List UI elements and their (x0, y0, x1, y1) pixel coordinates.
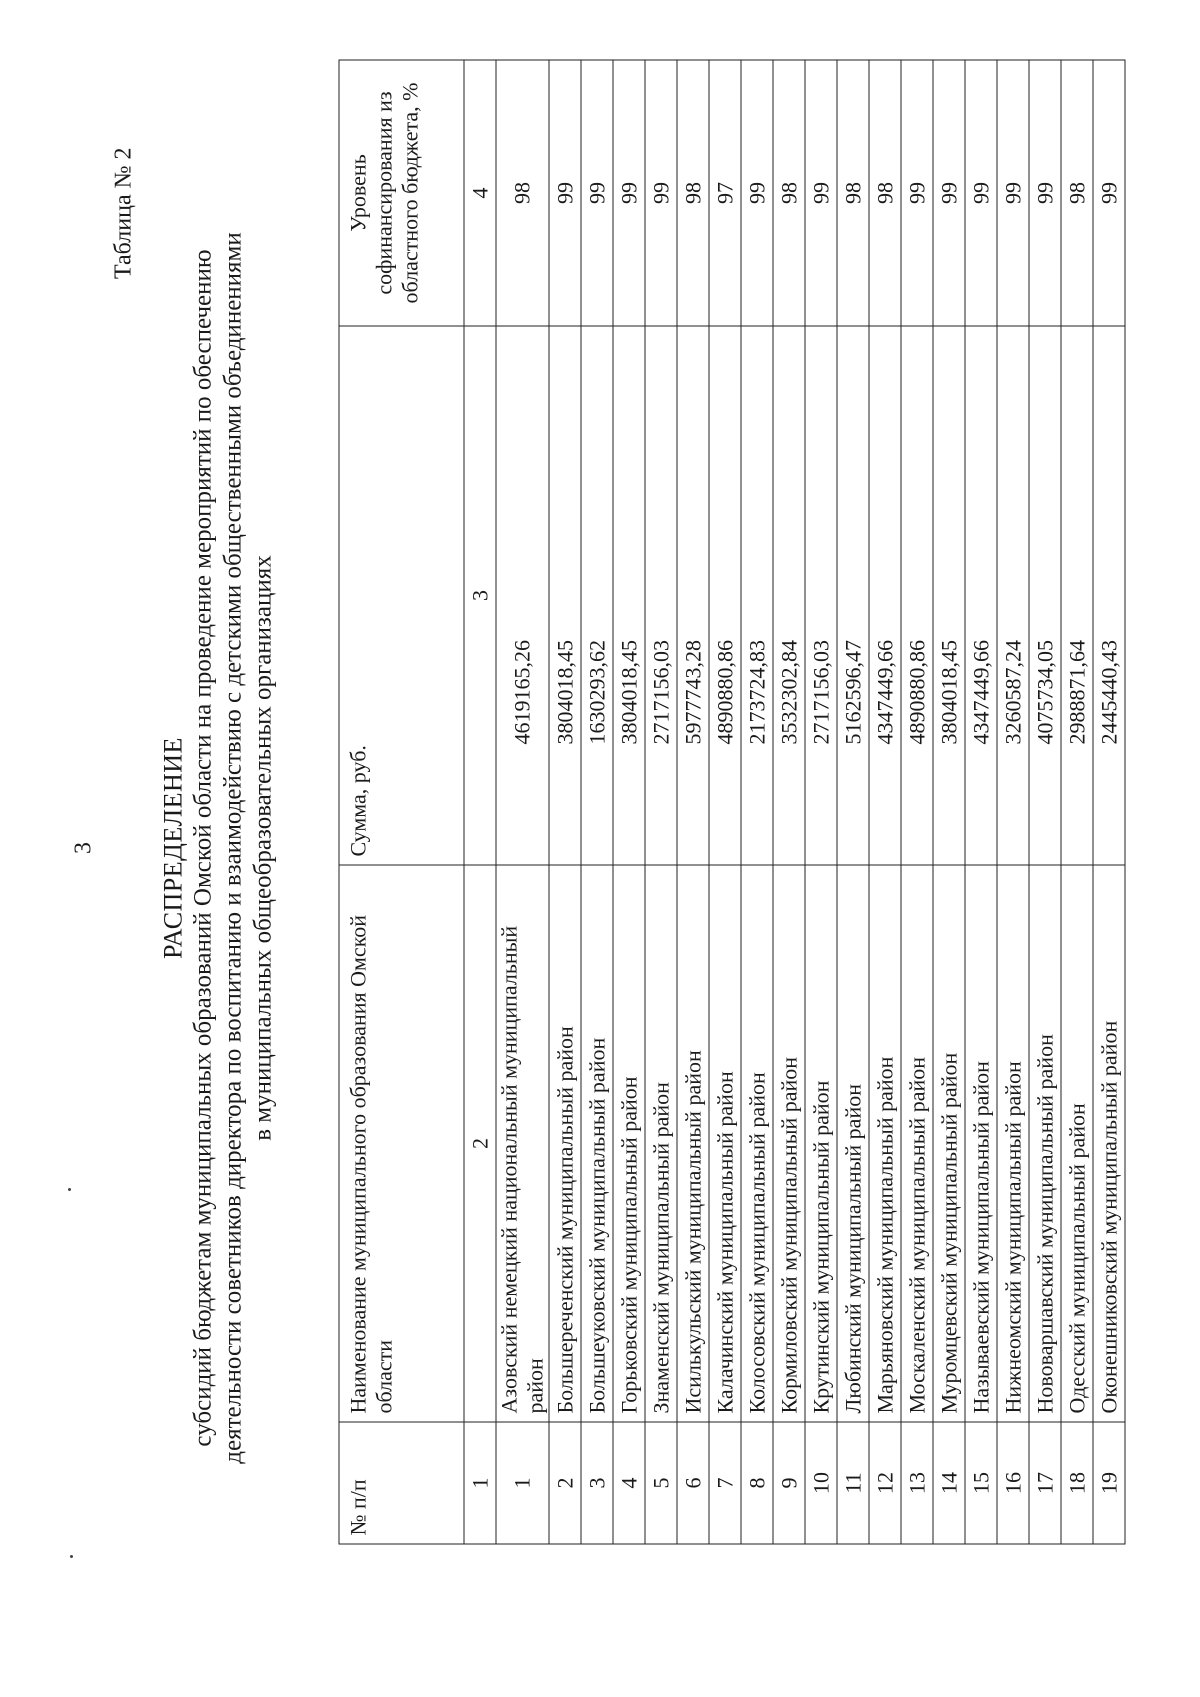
subsidy-sum: 4075734,05 (1029, 326, 1061, 865)
municipality-name: Кормиловский муниципальный район (773, 865, 805, 1422)
row-number: 12 (869, 1422, 901, 1544)
rotated-content (1, 0, 1200, 1697)
municipality-name: Знаменский муниципальный район (645, 865, 677, 1422)
cofinancing-level: 99 (1093, 60, 1125, 326)
cofinancing-level: 98 (837, 60, 869, 326)
subsidy-sum: 5977743,28 (677, 326, 709, 865)
column-number: 1 (464, 1422, 496, 1544)
table-row (581, 60, 613, 1544)
table-row (549, 60, 581, 1544)
row-number: 11 (837, 1422, 869, 1544)
table-row (1093, 60, 1125, 1544)
subsidy-sum: 4890880,86 (709, 326, 741, 865)
table-row (496, 60, 549, 1544)
subsidy-sum: 5162596,47 (837, 326, 869, 865)
municipality-name: Азовский немецкий национальный муниципальный район (496, 865, 549, 1422)
municipality-name: Горьковский муниципальный район (613, 865, 645, 1422)
municipality-name: Калачинский муниципальный район (709, 865, 741, 1422)
cofinancing-level: 99 (549, 60, 581, 326)
municipality-name: Большеуковский муниципальный район (581, 865, 613, 1422)
subsidy-sum: 2988871,64 (1061, 326, 1093, 865)
row-number: 17 (1029, 1422, 1061, 1544)
table-row (965, 60, 997, 1544)
table-label: Таблица № 2 (110, 147, 137, 280)
municipality-name: Большереченский муниципальный район (549, 865, 581, 1422)
municipality-name: Одесский муниципальный район (1061, 865, 1093, 1422)
subsidy-sum: 3804018,45 (549, 326, 581, 865)
row-number: 6 (677, 1422, 709, 1544)
municipality-name: Муромцевский муниципальный район (933, 865, 965, 1422)
row-number: 4 (613, 1422, 645, 1544)
subsidy-sum: 2717156,03 (645, 326, 677, 865)
column-number: 3 (464, 326, 496, 865)
table-row (1029, 60, 1061, 1544)
cofinancing-level: 99 (933, 60, 965, 326)
row-number: 15 (965, 1422, 997, 1544)
cofinancing-level: 99 (965, 60, 997, 326)
municipality-name: Колосовский муниципальный район (741, 865, 773, 1422)
subsidy-sum: 2717156,03 (805, 326, 837, 865)
table-row (805, 60, 837, 1544)
cofinancing-level: 99 (997, 60, 1029, 326)
subsidy-sum: 4347449,66 (965, 326, 997, 865)
column-number: 2 (464, 865, 496, 1422)
row-number: 10 (805, 1422, 837, 1544)
title-line-3: в муниципальных общеобразовательных организациях (249, 555, 277, 1141)
row-number: 2 (549, 1422, 581, 1544)
header-number: № п/п (339, 1422, 464, 1544)
row-number: 9 (773, 1422, 805, 1544)
table-row (901, 60, 933, 1544)
cofinancing-level: 99 (581, 60, 613, 326)
subsidy-sum: 2445440,43 (1093, 326, 1125, 865)
row-number: 1 (496, 1422, 549, 1544)
table-row (773, 60, 805, 1544)
subsidy-sum: 1630293,62 (581, 326, 613, 865)
municipality-name: Оконешниковский муниципальный район (1093, 865, 1125, 1422)
municipality-name: Нижнеомский муниципальный район (997, 865, 1029, 1422)
cofinancing-level: 99 (645, 60, 677, 326)
document-title (159, 150, 279, 1547)
cofinancing-level: 99 (613, 60, 645, 326)
header-cofinancing: Уровень софинансирования из областного бюджета, % (339, 60, 464, 326)
cofinancing-level: 99 (741, 60, 773, 326)
row-number: 5 (645, 1422, 677, 1544)
row-number: 19 (1093, 1422, 1125, 1544)
table-row (869, 60, 901, 1544)
cofinancing-level: 97 (709, 60, 741, 326)
cofinancing-level: 98 (773, 60, 805, 326)
table-row (933, 60, 965, 1544)
row-number: 16 (997, 1422, 1029, 1544)
title-line-2: деятельности советников директора по воспитанию и взаимодействию с детскими общественными объединениями (219, 232, 247, 1464)
table-row (645, 60, 677, 1544)
table-row (709, 60, 741, 1544)
table-row (1061, 60, 1093, 1544)
subsidy-sum: 4347449,66 (869, 326, 901, 865)
municipality-name: Нововаршавский муниципальный район (1029, 865, 1061, 1422)
cofinancing-level: 98 (869, 60, 901, 326)
subsidy-sum: 2173724,83 (741, 326, 773, 865)
subsidy-sum: 3532302,84 (773, 326, 805, 865)
cofinancing-level: 98 (496, 60, 549, 326)
municipality-name: Называевский муниципальный район (965, 865, 997, 1422)
subsidy-sum: 3804018,45 (933, 326, 965, 865)
cofinancing-level: 98 (1061, 60, 1093, 326)
municipality-name: Марьяновский муниципальный район (869, 865, 901, 1422)
row-number: 8 (741, 1422, 773, 1544)
title-line-1: субсидий бюджетам муниципальных образований Омской области на проведение мероприятий по обеспечению (189, 249, 217, 1447)
header-sum: Сумма, руб. (339, 326, 464, 865)
page-number: 3 (70, 842, 97, 854)
table-row (613, 60, 645, 1544)
cofinancing-level: 99 (901, 60, 933, 326)
municipality-name: Москаленский муниципальный район (901, 865, 933, 1422)
column-number-row (464, 60, 496, 1544)
table-row (741, 60, 773, 1544)
title-heading: РАСПРЕДЕЛЕНИЕ (158, 737, 188, 959)
subsidy-sum: 4619165,26 (496, 326, 549, 865)
cofinancing-level: 99 (805, 60, 837, 326)
row-number: 3 (581, 1422, 613, 1544)
column-number: 4 (464, 60, 496, 326)
subsidy-sum: 4890880,86 (901, 326, 933, 865)
table-row (837, 60, 869, 1544)
cofinancing-level: 98 (677, 60, 709, 326)
subsidy-sum: 3260587,24 (997, 326, 1029, 865)
table-row (997, 60, 1029, 1544)
municipality-name: Исилькульский муниципальный район (677, 865, 709, 1422)
row-number: 7 (709, 1422, 741, 1544)
subsidy-sum: 3804018,45 (613, 326, 645, 865)
table-header-row (339, 60, 464, 1544)
header-municipality: Наименование муниципального образования Омской области (339, 865, 464, 1422)
row-number: 13 (901, 1422, 933, 1544)
cofinancing-level: 99 (1029, 60, 1061, 326)
municipality-name: Крутинский муниципальный район (805, 865, 837, 1422)
row-number: 14 (933, 1422, 965, 1544)
table-body (496, 60, 1125, 1544)
row-number: 18 (1061, 1422, 1093, 1544)
municipality-name: Любинский муниципальный район (837, 865, 869, 1422)
distribution-table (339, 60, 1126, 1545)
table-row (677, 60, 709, 1544)
